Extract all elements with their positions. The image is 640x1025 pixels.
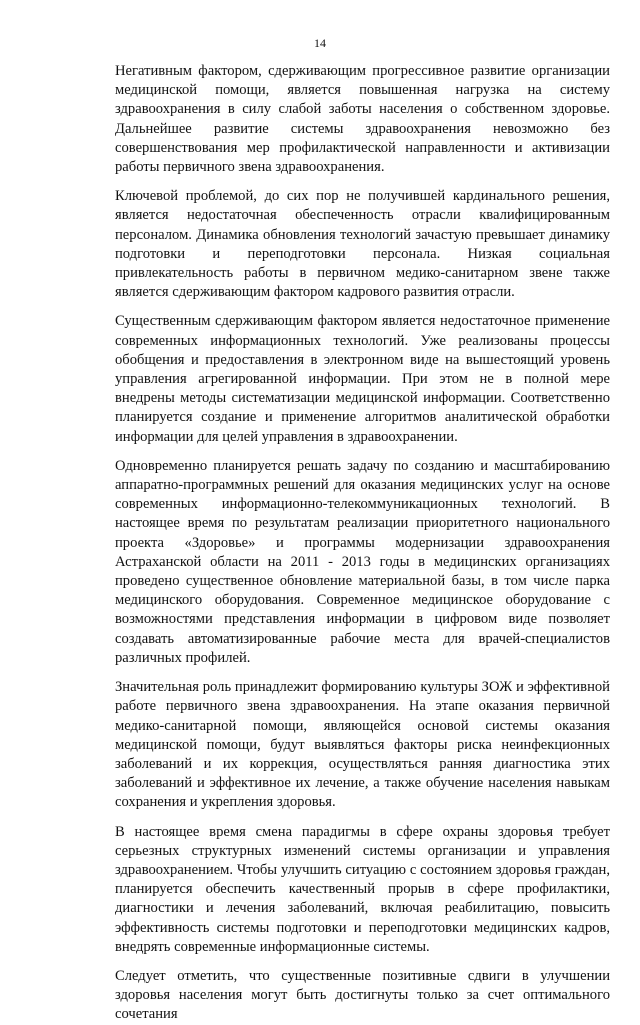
page-body	[115, 62, 610, 1025]
page-number: 14	[314, 36, 326, 50]
paragraph: Существенным сдерживающим фактором является недостаточное применение современных информационных технологий. Уже реализованы процессы обобщения и предоставления в электронном виде на вышестоящий уровень управления агрегированной информации. При этом не в полной мере внедрены методы систематизации медицинской информации. Соответственно планируется создание и применение алгоритмов аналитической обработки информации для целей управления в здравоохранении.	[115, 313, 610, 445]
paragraph: В настоящее время смена парадигмы в сфере охраны здоровья требует серьезных структурных изменений системы организации и управления здравоохранением. Чтобы улучшить ситуацию с состоянием здоровья граждан, планируется обеспечить качественный прорыв в сфере профилактики, диагностики и лечения заболеваний, включая реабилитацию, повысить эффективность системы подготовки и переподготовки медицинских кадров, внедрять современные информационные системы.	[115, 823, 610, 955]
paragraph: Значительная роль принадлежит формированию культуры ЗОЖ и эффективной работе первичного звена здравоохранения. На этапе оказания первичной медико-санитарной помощи, являющейся основой системы оказания медицинской помощи, будут выявляться факторы риска неинфекционных заболеваний и их коррекция, осуществляться ранняя диагностика этих заболеваний и эффективное их лечение, а также обучение населения навыкам сохранения и укрепления здоровья.	[115, 679, 610, 811]
paragraph: Ключевой проблемой, до сих пор не получившей кардинального решения, является недостаточная обеспеченность отрасли квалифицированным персоналом. Динамика обновления технологий зачастую превышает динамику подготовки и переподготовки персонала. Низкая социальная привлекательность работы в первичном медико-санитарном звене также является сдерживающим фактором кадрового развития отрасли.	[115, 188, 610, 301]
paragraph: Негативным фактором, сдерживающим прогрессивное развитие организации медицинской помощи, является повышенная нагрузка на систему здравоохранения в силу слабой заботы населения о собственном здоровье. Дальнейшее развитие системы здравоохранения невозможно без совершенствования мер профилактической направленности и активизации работы первичного звена здравоохранения.	[115, 63, 610, 176]
paragraph: Следует отметить, что существенные позитивные сдвиги в улучшении здоровья населения могут быть достигнуты только за счет оптимального сочетания	[115, 967, 610, 1023]
paragraph: Одновременно планируется решать задачу по созданию и масштабированию аппаратно-программных решений для оказания медицинских услуг на основе современных информационно-телекоммуникационных технологий. В настоящее время по результатам реализации приоритетного национального проекта «Здоровье» и программы модернизации здравоохранения Астраханской области на 2011 - 2013 годы в медицинских организациях проведено существенное обновление материальной базы, в том числе парка медицинского оборудования. Современное медицинское оборудование с возможностями представления информации в цифровом виде позволяет создавать автоматизированные рабочие места для врачей-специалистов различных профилей.	[115, 457, 610, 666]
